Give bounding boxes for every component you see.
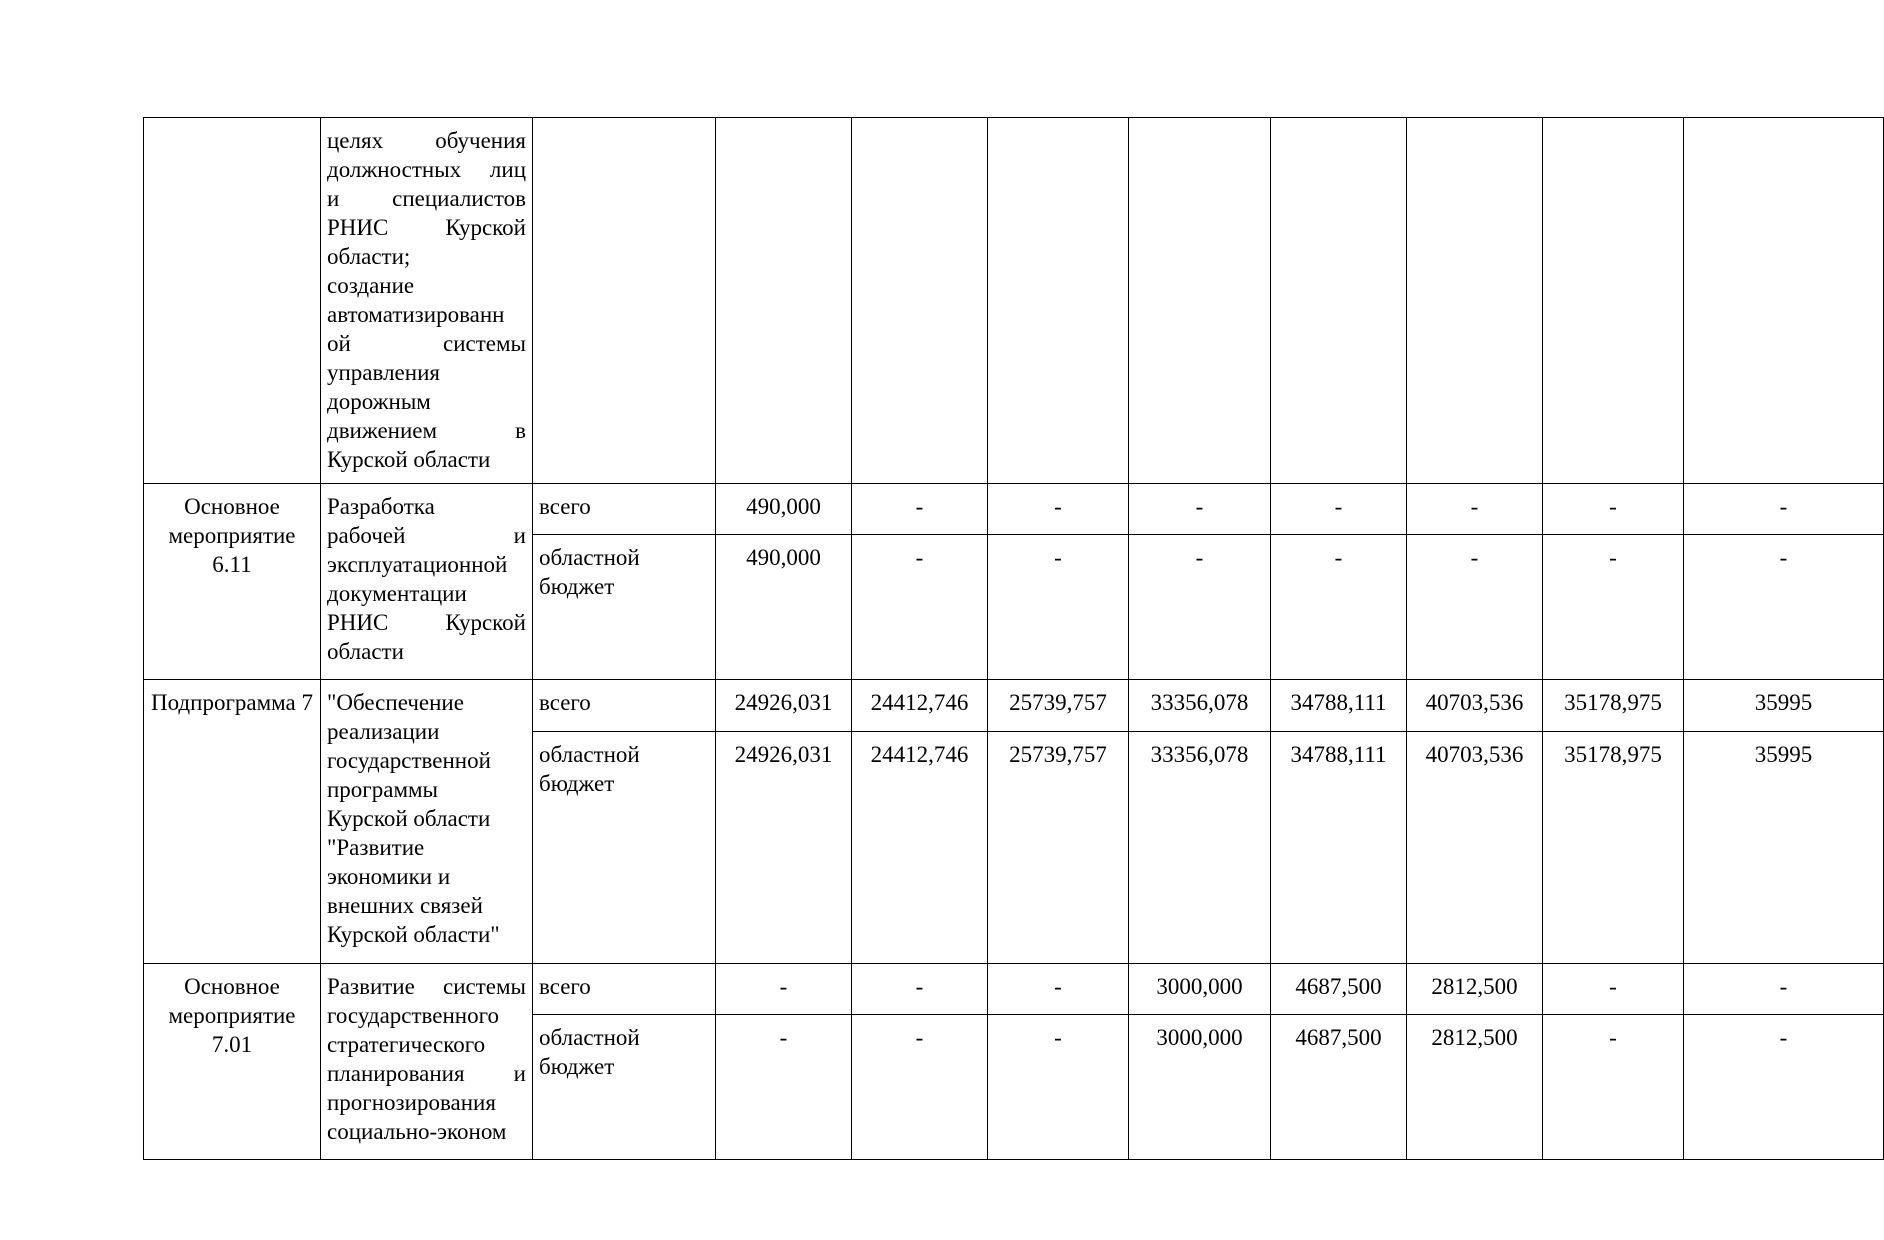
- value-cell: -: [1543, 1015, 1684, 1160]
- name-line: дорожным: [327, 389, 431, 414]
- value-cell: -: [1543, 535, 1684, 680]
- value-cell: 35995: [1684, 680, 1884, 732]
- value-cell: -: [1684, 484, 1884, 535]
- name-line: внешних связей: [327, 893, 483, 918]
- value-cell: [716, 118, 852, 484]
- value-cell: -: [852, 1015, 988, 1160]
- name-line: рабочей и: [327, 523, 526, 548]
- value-cell: [1129, 118, 1271, 484]
- value-cell: [1407, 118, 1543, 484]
- value-cell: 35995: [1684, 732, 1884, 964]
- value-cell: 24926,031: [716, 680, 852, 732]
- name-line: Курской области: [327, 447, 491, 472]
- value-cell: -: [1684, 535, 1884, 680]
- value-cell: 3000,000: [1129, 1015, 1271, 1160]
- name-line: "Развитие: [327, 835, 425, 860]
- measure-name-cell: [321, 680, 533, 964]
- name-line: РНИС Курской: [327, 215, 526, 240]
- name-line: Курской области: [327, 806, 491, 831]
- measure-code-cell: [144, 118, 321, 484]
- value-cell: -: [1271, 484, 1407, 535]
- value-cell: -: [852, 535, 988, 680]
- value-cell: 24926,031: [716, 732, 852, 964]
- value-cell: 35178,975: [1543, 732, 1684, 964]
- value-cell: -: [1543, 484, 1684, 535]
- measure-code-cell: Подпрограмма 7: [144, 680, 321, 964]
- value-cell: -: [988, 484, 1129, 535]
- value-cell: 3000,000: [1129, 964, 1271, 1015]
- name-line: ой системы: [327, 331, 526, 356]
- value-cell: [1271, 118, 1407, 484]
- measure-name-cell: [321, 484, 533, 680]
- name-line: экономики и: [327, 864, 451, 889]
- value-cell: 24412,746: [852, 732, 988, 964]
- measure-code-cell: Основное мероприятие 6.11: [144, 484, 321, 680]
- measure-code-cell: Основное мероприятие 7.01: [144, 964, 321, 1160]
- name-line: социально-эконом: [327, 1119, 507, 1144]
- value-cell: 34788,111: [1271, 732, 1407, 964]
- value-cell: 490,000: [716, 484, 852, 535]
- source-cell: всего: [533, 680, 716, 732]
- value-cell: [852, 118, 988, 484]
- name-line: документации: [327, 581, 467, 606]
- source-cell: всего: [533, 964, 716, 1015]
- value-cell: 33356,078: [1129, 680, 1271, 732]
- name-line: создание: [327, 273, 415, 298]
- value-cell: -: [1684, 964, 1884, 1015]
- value-cell: [1543, 118, 1684, 484]
- value-cell: [1684, 118, 1884, 484]
- value-cell: -: [852, 964, 988, 1015]
- value-cell: 2812,500: [1407, 964, 1543, 1015]
- table-row: [144, 680, 1884, 732]
- value-cell: 25739,757: [988, 680, 1129, 732]
- measure-name-cell: [321, 964, 533, 1160]
- name-line: движением в: [327, 418, 526, 443]
- name-line: Развитие системы: [327, 974, 526, 999]
- name-line: Разработка: [327, 494, 435, 519]
- name-line: автоматизированн: [327, 302, 505, 327]
- name-line: реализации: [327, 719, 440, 744]
- name-line: области;: [327, 244, 411, 269]
- name-line: "Обеспечение: [327, 690, 464, 715]
- value-cell: -: [988, 1015, 1129, 1160]
- name-line: целях обучения: [327, 128, 526, 153]
- value-cell: -: [716, 1015, 852, 1160]
- value-cell: -: [1407, 535, 1543, 680]
- name-line: управления: [327, 360, 440, 385]
- value-cell: -: [852, 484, 988, 535]
- name-line: эксплуатационной: [327, 552, 508, 577]
- value-cell: 2812,500: [1407, 1015, 1543, 1160]
- name-line: должностных лиц: [327, 157, 526, 182]
- name-line: Курской области": [327, 922, 500, 947]
- value-cell: -: [988, 535, 1129, 680]
- value-cell: 490,000: [716, 535, 852, 680]
- table-row: [144, 964, 1884, 1015]
- name-line: государственной: [327, 748, 491, 773]
- name-line: государственного: [327, 1003, 499, 1028]
- source-cell: областной бюджет: [533, 732, 716, 964]
- value-cell: -: [716, 964, 852, 1015]
- name-line: РНИС Курской: [327, 610, 526, 635]
- value-cell: 40703,536: [1407, 732, 1543, 964]
- value-cell: -: [988, 964, 1129, 1015]
- value-cell: 4687,500: [1271, 964, 1407, 1015]
- value-cell: 25739,757: [988, 732, 1129, 964]
- name-line: стратегического: [327, 1032, 486, 1057]
- measure-name-cell: [321, 118, 533, 484]
- value-cell: [988, 118, 1129, 484]
- value-cell: -: [1129, 484, 1271, 535]
- name-line: и специалистов: [327, 186, 526, 211]
- value-cell: -: [1684, 1015, 1884, 1160]
- name-line: области: [327, 639, 404, 664]
- table-row: [144, 118, 1884, 484]
- name-line: прогнозирования: [327, 1090, 496, 1115]
- name-line: планирования и: [327, 1061, 526, 1086]
- value-cell: 40703,536: [1407, 680, 1543, 732]
- value-cell: 4687,500: [1271, 1015, 1407, 1160]
- source-cell: областной бюджет: [533, 535, 716, 680]
- budget-table: [143, 117, 1884, 1160]
- value-cell: 34788,111: [1271, 680, 1407, 732]
- value-cell: -: [1129, 535, 1271, 680]
- value-cell: 33356,078: [1129, 732, 1271, 964]
- source-cell: [533, 118, 716, 484]
- value-cell: 35178,975: [1543, 680, 1684, 732]
- value-cell: -: [1543, 964, 1684, 1015]
- value-cell: 24412,746: [852, 680, 988, 732]
- table-row: [144, 484, 1884, 535]
- source-cell: всего: [533, 484, 716, 535]
- source-cell: областной бюджет: [533, 1015, 716, 1160]
- name-line: программы: [327, 777, 439, 802]
- value-cell: -: [1271, 535, 1407, 680]
- value-cell: -: [1407, 484, 1543, 535]
